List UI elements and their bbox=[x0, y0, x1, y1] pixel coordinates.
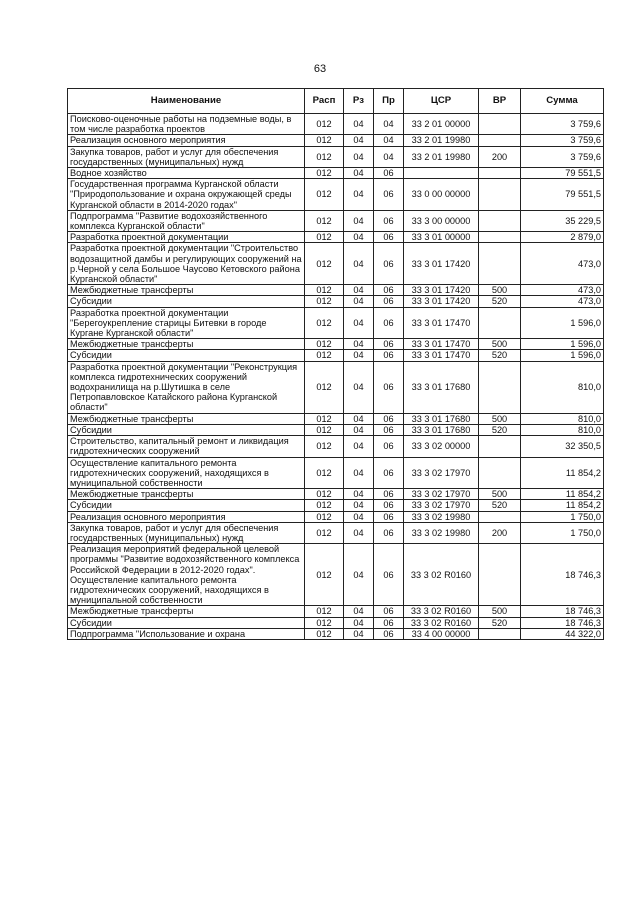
row-name: Разработка проектной документации "Строительство водозащитной дамбы и регулирующих сооружений на р.Черной у села Большое Чаусово Кетовского района Курганской области" bbox=[68, 243, 305, 285]
row-sum: 79 551,5 bbox=[521, 168, 604, 179]
row-sum: 3 759,6 bbox=[521, 146, 604, 167]
row-sum: 11 854,2 bbox=[521, 457, 604, 489]
row-csr: 33 3 02 17970 bbox=[404, 489, 479, 500]
row-name: Субсидии bbox=[68, 617, 305, 628]
row-rasp: 012 bbox=[305, 243, 344, 285]
row-rasp: 012 bbox=[305, 361, 344, 413]
table-row bbox=[68, 285, 604, 296]
row-vr: 520 bbox=[479, 617, 521, 628]
row-pr: 06 bbox=[374, 168, 404, 179]
row-pr: 06 bbox=[374, 285, 404, 296]
header-rz: Рз bbox=[344, 89, 374, 114]
row-rz: 04 bbox=[344, 511, 374, 522]
row-sum: 473,0 bbox=[521, 243, 604, 285]
row-vr bbox=[479, 361, 521, 413]
table-row bbox=[68, 232, 604, 243]
table-row bbox=[68, 628, 604, 639]
row-name: Межбюджетные трансферты bbox=[68, 339, 305, 350]
row-rasp: 012 bbox=[305, 457, 344, 489]
row-rasp: 012 bbox=[305, 617, 344, 628]
row-name: Разработка проектной документации "Реконструкция комплекса гидротехнических сооружений водохранилища на р.Шутишка в селе Петропавловское Катайского района Курганской области" bbox=[68, 361, 305, 413]
row-rz: 04 bbox=[344, 606, 374, 617]
row-rasp: 012 bbox=[305, 114, 344, 135]
row-pr: 04 bbox=[374, 114, 404, 135]
row-rasp: 012 bbox=[305, 522, 344, 543]
row-csr bbox=[404, 168, 479, 179]
row-sum: 3 759,6 bbox=[521, 114, 604, 135]
row-sum: 35 229,5 bbox=[521, 210, 604, 231]
row-pr: 06 bbox=[374, 606, 404, 617]
table-row bbox=[68, 168, 604, 179]
table-row bbox=[68, 296, 604, 307]
row-csr: 33 2 01 19980 bbox=[404, 135, 479, 146]
row-sum: 810,0 bbox=[521, 361, 604, 413]
row-rasp: 012 bbox=[305, 544, 344, 606]
table-row bbox=[68, 436, 604, 457]
row-vr: 520 bbox=[479, 424, 521, 435]
row-sum: 44 322,0 bbox=[521, 628, 604, 639]
row-rasp: 012 bbox=[305, 500, 344, 511]
row-rasp: 012 bbox=[305, 285, 344, 296]
row-csr: 33 3 02 R0160 bbox=[404, 617, 479, 628]
row-name: Реализация мероприятий федеральной целевой программы "Развитие водохозяйственного комплекса Российской Федерации в 2012-2020 годах". Осуществление капитального ремонта гидротехнических сооружений, находящихся в муниципальной собственности bbox=[68, 544, 305, 606]
row-rasp: 012 bbox=[305, 424, 344, 435]
row-name: Разработка проектной документации "Берегоукрепление старицы Битевки в городе Кургане Курганской области" bbox=[68, 307, 305, 339]
row-sum: 18 746,3 bbox=[521, 617, 604, 628]
row-pr: 04 bbox=[374, 146, 404, 167]
row-rasp: 012 bbox=[305, 232, 344, 243]
page-number: 63 bbox=[313, 63, 327, 75]
row-vr bbox=[479, 168, 521, 179]
row-vr bbox=[479, 135, 521, 146]
header-vr: ВР bbox=[479, 89, 521, 114]
row-rz: 04 bbox=[344, 522, 374, 543]
row-sum: 810,0 bbox=[521, 413, 604, 424]
row-csr: 33 3 01 17420 bbox=[404, 296, 479, 307]
row-pr: 06 bbox=[374, 617, 404, 628]
row-csr: 33 3 01 17680 bbox=[404, 361, 479, 413]
row-vr bbox=[479, 232, 521, 243]
row-rz: 04 bbox=[344, 489, 374, 500]
table-row bbox=[68, 210, 604, 231]
row-rasp: 012 bbox=[305, 307, 344, 339]
row-rz: 04 bbox=[344, 307, 374, 339]
row-vr bbox=[479, 628, 521, 639]
row-rasp: 012 bbox=[305, 511, 344, 522]
row-csr: 33 3 01 17420 bbox=[404, 285, 479, 296]
table-row bbox=[68, 179, 604, 211]
header-sum: Сумма bbox=[521, 89, 604, 114]
row-sum: 1 596,0 bbox=[521, 350, 604, 361]
row-sum: 1 750,0 bbox=[521, 522, 604, 543]
row-csr: 33 2 01 00000 bbox=[404, 114, 479, 135]
row-rasp: 012 bbox=[305, 179, 344, 211]
row-name: Реализация основного мероприятия bbox=[68, 135, 305, 146]
header-pr: Пр bbox=[374, 89, 404, 114]
row-name: Водное хозяйство bbox=[68, 168, 305, 179]
row-rz: 04 bbox=[344, 179, 374, 211]
row-sum: 1 750,0 bbox=[521, 511, 604, 522]
row-vr: 520 bbox=[479, 296, 521, 307]
row-sum: 79 551,5 bbox=[521, 179, 604, 211]
row-pr: 06 bbox=[374, 522, 404, 543]
row-pr: 06 bbox=[374, 307, 404, 339]
table-row bbox=[68, 424, 604, 435]
header-rasp: Расп bbox=[305, 89, 344, 114]
row-csr: 33 2 01 19980 bbox=[404, 146, 479, 167]
row-name: Разработка проектной документации bbox=[68, 232, 305, 243]
row-csr: 33 3 02 00000 bbox=[404, 436, 479, 457]
row-rasp: 012 bbox=[305, 210, 344, 231]
row-pr: 06 bbox=[374, 210, 404, 231]
row-rz: 04 bbox=[344, 457, 374, 489]
row-vr: 500 bbox=[479, 489, 521, 500]
header-name: Наименование bbox=[68, 89, 305, 114]
row-rasp: 012 bbox=[305, 339, 344, 350]
row-vr: 200 bbox=[479, 146, 521, 167]
row-vr: 200 bbox=[479, 522, 521, 543]
row-vr bbox=[479, 511, 521, 522]
row-csr: 33 3 02 19980 bbox=[404, 522, 479, 543]
row-rasp: 012 bbox=[305, 168, 344, 179]
row-pr: 06 bbox=[374, 628, 404, 639]
row-name: Закупка товаров, работ и услуг для обеспечения государственных (муниципальных) нужд bbox=[68, 522, 305, 543]
row-rasp: 012 bbox=[305, 436, 344, 457]
row-rasp: 012 bbox=[305, 489, 344, 500]
table-row bbox=[68, 511, 604, 522]
row-csr: 33 3 00 00000 bbox=[404, 210, 479, 231]
row-csr: 33 3 02 17970 bbox=[404, 457, 479, 489]
row-rz: 04 bbox=[344, 628, 374, 639]
row-csr: 33 3 02 R0160 bbox=[404, 606, 479, 617]
row-csr: 33 3 01 17470 bbox=[404, 350, 479, 361]
table-row bbox=[68, 307, 604, 339]
row-sum: 1 596,0 bbox=[521, 339, 604, 350]
row-vr: 520 bbox=[479, 350, 521, 361]
row-name: Подпрограмма "Использование и охрана bbox=[68, 628, 305, 639]
row-csr: 33 3 01 17470 bbox=[404, 307, 479, 339]
table-row bbox=[68, 114, 604, 135]
table-row bbox=[68, 617, 604, 628]
row-vr bbox=[479, 114, 521, 135]
row-sum: 11 854,2 bbox=[521, 489, 604, 500]
row-rz: 04 bbox=[344, 296, 374, 307]
row-pr: 06 bbox=[374, 350, 404, 361]
row-vr bbox=[479, 544, 521, 606]
table-row bbox=[68, 146, 604, 167]
row-sum: 11 854,2 bbox=[521, 500, 604, 511]
row-csr: 33 3 02 19980 bbox=[404, 511, 479, 522]
row-sum: 473,0 bbox=[521, 285, 604, 296]
table-row bbox=[68, 606, 604, 617]
row-rasp: 012 bbox=[305, 146, 344, 167]
table-row bbox=[68, 350, 604, 361]
row-csr: 33 3 02 R0160 bbox=[404, 544, 479, 606]
row-rz: 04 bbox=[344, 146, 374, 167]
row-name: Субсидии bbox=[68, 424, 305, 435]
row-pr: 06 bbox=[374, 436, 404, 457]
row-pr: 06 bbox=[374, 511, 404, 522]
row-sum: 3 759,6 bbox=[521, 135, 604, 146]
row-rz: 04 bbox=[344, 114, 374, 135]
table-row bbox=[68, 135, 604, 146]
row-vr: 500 bbox=[479, 339, 521, 350]
row-rz: 04 bbox=[344, 243, 374, 285]
row-sum: 18 746,3 bbox=[521, 544, 604, 606]
row-pr: 06 bbox=[374, 457, 404, 489]
row-sum: 18 746,3 bbox=[521, 606, 604, 617]
row-csr: 33 0 00 00000 bbox=[404, 179, 479, 211]
row-rz: 04 bbox=[344, 424, 374, 435]
row-pr: 06 bbox=[374, 500, 404, 511]
header-row bbox=[68, 89, 604, 114]
row-pr: 06 bbox=[374, 179, 404, 211]
row-pr: 06 bbox=[374, 339, 404, 350]
row-name: Строительство, капитальный ремонт и ликвидация гидротехнических сооружений bbox=[68, 436, 305, 457]
row-rasp: 012 bbox=[305, 296, 344, 307]
row-csr: 33 4 00 00000 bbox=[404, 628, 479, 639]
row-vr: 520 bbox=[479, 500, 521, 511]
row-sum: 810,0 bbox=[521, 424, 604, 435]
row-name: Подпрограмма "Развитие водохозяйственного комплекса Курганской области" bbox=[68, 210, 305, 231]
table-row bbox=[68, 544, 604, 606]
row-name: Закупка товаров, работ и услуг для обеспечения государственных (муниципальных) нужд bbox=[68, 146, 305, 167]
row-rz: 04 bbox=[344, 339, 374, 350]
row-pr: 06 bbox=[374, 361, 404, 413]
budget-table bbox=[67, 88, 604, 640]
row-rz: 04 bbox=[344, 361, 374, 413]
row-vr: 500 bbox=[479, 413, 521, 424]
row-rz: 04 bbox=[344, 544, 374, 606]
row-pr: 06 bbox=[374, 232, 404, 243]
row-vr: 500 bbox=[479, 606, 521, 617]
row-vr bbox=[479, 210, 521, 231]
row-pr: 06 bbox=[374, 413, 404, 424]
row-name: Межбюджетные трансферты bbox=[68, 489, 305, 500]
row-rasp: 012 bbox=[305, 628, 344, 639]
row-rz: 04 bbox=[344, 617, 374, 628]
row-name: Субсидии bbox=[68, 500, 305, 511]
row-name: Межбюджетные трансферты bbox=[68, 413, 305, 424]
row-vr bbox=[479, 457, 521, 489]
table-row bbox=[68, 243, 604, 285]
row-vr bbox=[479, 436, 521, 457]
row-name: Государственная программа Курганской области "Природопользование и охрана окружающей среды Курганской области в 2014-2020 годах" bbox=[68, 179, 305, 211]
row-rasp: 012 bbox=[305, 350, 344, 361]
row-sum: 1 596,0 bbox=[521, 307, 604, 339]
row-rz: 04 bbox=[344, 413, 374, 424]
row-name: Реализация основного мероприятия bbox=[68, 511, 305, 522]
row-vr bbox=[479, 179, 521, 211]
row-pr: 06 bbox=[374, 544, 404, 606]
row-name: Осуществление капитального ремонта гидротехнических сооружений, находящихся в муниципальной собственности bbox=[68, 457, 305, 489]
row-sum: 2 879,0 bbox=[521, 232, 604, 243]
row-vr: 500 bbox=[479, 285, 521, 296]
row-csr: 33 3 01 17420 bbox=[404, 243, 479, 285]
row-pr: 06 bbox=[374, 296, 404, 307]
table-row bbox=[68, 361, 604, 413]
table-row bbox=[68, 489, 604, 500]
row-name: Поисково-оценочные работы на подземные воды, в том числе разработка проектов bbox=[68, 114, 305, 135]
row-sum: 32 350,5 bbox=[521, 436, 604, 457]
row-name: Субсидии bbox=[68, 350, 305, 361]
row-sum: 473,0 bbox=[521, 296, 604, 307]
row-rasp: 012 bbox=[305, 135, 344, 146]
row-csr: 33 3 01 17680 bbox=[404, 424, 479, 435]
row-vr bbox=[479, 307, 521, 339]
row-pr: 06 bbox=[374, 243, 404, 285]
table-row bbox=[68, 339, 604, 350]
table-row bbox=[68, 522, 604, 543]
row-rz: 04 bbox=[344, 500, 374, 511]
row-pr: 04 bbox=[374, 135, 404, 146]
row-vr bbox=[479, 243, 521, 285]
row-csr: 33 3 02 17970 bbox=[404, 500, 479, 511]
row-csr: 33 3 01 17470 bbox=[404, 339, 479, 350]
row-name: Субсидии bbox=[68, 296, 305, 307]
row-rz: 04 bbox=[344, 210, 374, 231]
row-rz: 04 bbox=[344, 135, 374, 146]
row-rz: 04 bbox=[344, 350, 374, 361]
row-csr: 33 3 01 17680 bbox=[404, 413, 479, 424]
table-row bbox=[68, 413, 604, 424]
header-csr: ЦСР bbox=[404, 89, 479, 114]
table-row bbox=[68, 457, 604, 489]
row-pr: 06 bbox=[374, 424, 404, 435]
row-name: Межбюджетные трансферты bbox=[68, 285, 305, 296]
row-pr: 06 bbox=[374, 489, 404, 500]
row-rasp: 012 bbox=[305, 413, 344, 424]
row-rz: 04 bbox=[344, 285, 374, 296]
row-name: Межбюджетные трансферты bbox=[68, 606, 305, 617]
row-rz: 04 bbox=[344, 232, 374, 243]
table-row bbox=[68, 500, 604, 511]
row-csr: 33 3 01 00000 bbox=[404, 232, 479, 243]
row-rz: 04 bbox=[344, 436, 374, 457]
row-rasp: 012 bbox=[305, 606, 344, 617]
row-rz: 04 bbox=[344, 168, 374, 179]
